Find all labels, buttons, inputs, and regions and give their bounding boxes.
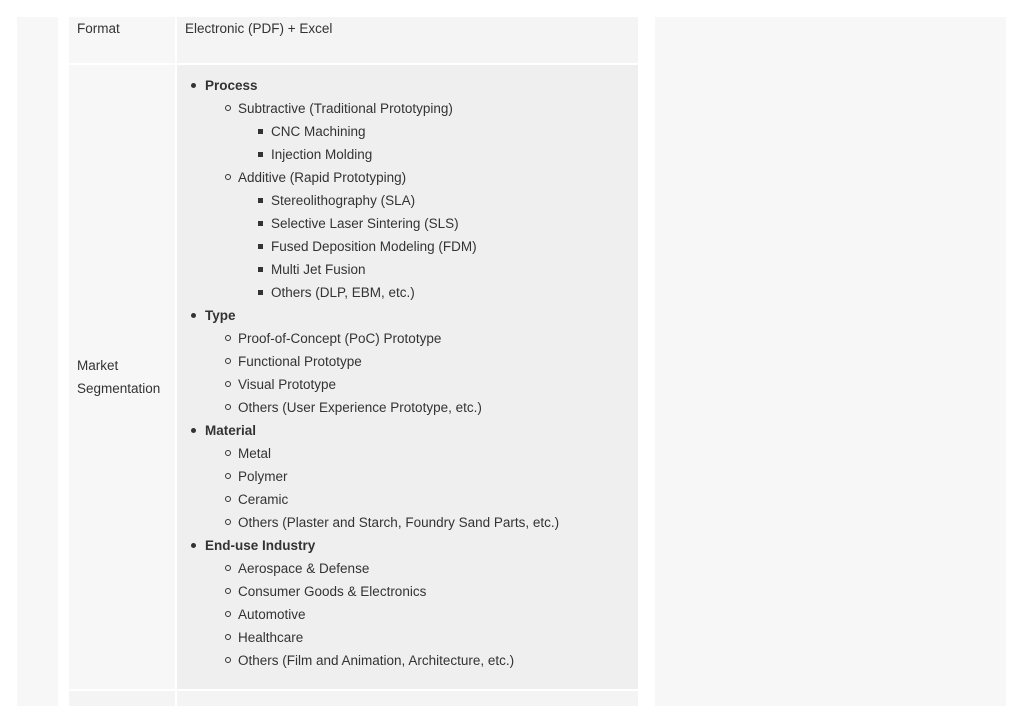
subtype-item: Fused Deposition Modeling (FDM) <box>271 235 638 258</box>
subtype-list <box>238 120 638 166</box>
subsegment-item: Metal <box>238 442 638 465</box>
subsegment-item: Automotive <box>238 603 638 626</box>
segment-category-type <box>205 304 638 419</box>
subsegment-item: Proof-of-Concept (PoC) Prototype <box>238 327 638 350</box>
category-title: Material <box>205 423 257 438</box>
table-row-next <box>69 691 638 706</box>
subtype-item: CNC Machining <box>271 120 638 143</box>
subsegment-item: Others (User Experience Prototype, etc.) <box>238 396 638 419</box>
segmentation-label <box>69 65 175 689</box>
left-gutter-panel <box>17 17 58 706</box>
segmentation-label-line2: Segmentation <box>77 381 161 396</box>
format-label: Format <box>69 17 175 63</box>
segment-category-process <box>205 74 638 304</box>
category-title: Type <box>205 308 236 323</box>
subsegment-list <box>205 442 638 534</box>
subsegment-label: Additive (Rapid Prototyping) <box>238 170 407 185</box>
table-row-segmentation <box>69 65 638 689</box>
subsegment-label: Subtractive (Traditional Prototyping) <box>238 101 453 116</box>
segmentation-value <box>177 65 638 689</box>
next-row-label <box>69 691 175 706</box>
subtype-item: Selective Laser Sintering (SLS) <box>271 212 638 235</box>
subsegment-item: Consumer Goods & Electronics <box>238 580 638 603</box>
subsegment-list <box>205 557 638 672</box>
table-row-format <box>69 17 638 63</box>
subsegment-item: Others (Film and Animation, Architecture, etc.) <box>238 649 638 672</box>
next-row-value <box>177 691 638 706</box>
subtype-item: Multi Jet Fusion <box>271 258 638 281</box>
segment-category-material <box>205 419 638 534</box>
subsegment-item: Visual Prototype <box>238 373 638 396</box>
subsegment-item: Ceramic <box>238 488 638 511</box>
subsegment-item: Aerospace & Defense <box>238 557 638 580</box>
report-details-table <box>69 17 642 706</box>
subtype-item: Others (DLP, EBM, etc.) <box>271 281 638 304</box>
subsegment-item: Polymer <box>238 465 638 488</box>
subtype-list <box>238 189 638 304</box>
subsegment-item: Healthcare <box>238 626 638 649</box>
subsegment-list <box>205 327 638 419</box>
subsegment-item: Others (Plaster and Starch, Foundry Sand Parts, etc.) <box>238 511 638 534</box>
subsegment-list <box>205 97 638 304</box>
subsegment-item <box>238 166 638 304</box>
segment-category-end-use-industry <box>205 534 638 672</box>
category-title: End-use Industry <box>205 538 316 553</box>
subtype-item: Injection Molding <box>271 143 638 166</box>
segment-category-list <box>177 65 638 672</box>
format-value: Electronic (PDF) + Excel <box>177 17 638 63</box>
subtype-item: Stereolithography (SLA) <box>271 189 638 212</box>
segmentation-label-line1: Market <box>77 358 119 373</box>
subsegment-item: Functional Prototype <box>238 350 638 373</box>
right-sidebar-panel <box>655 17 1006 706</box>
category-title: Process <box>205 78 258 93</box>
subsegment-item <box>238 97 638 166</box>
